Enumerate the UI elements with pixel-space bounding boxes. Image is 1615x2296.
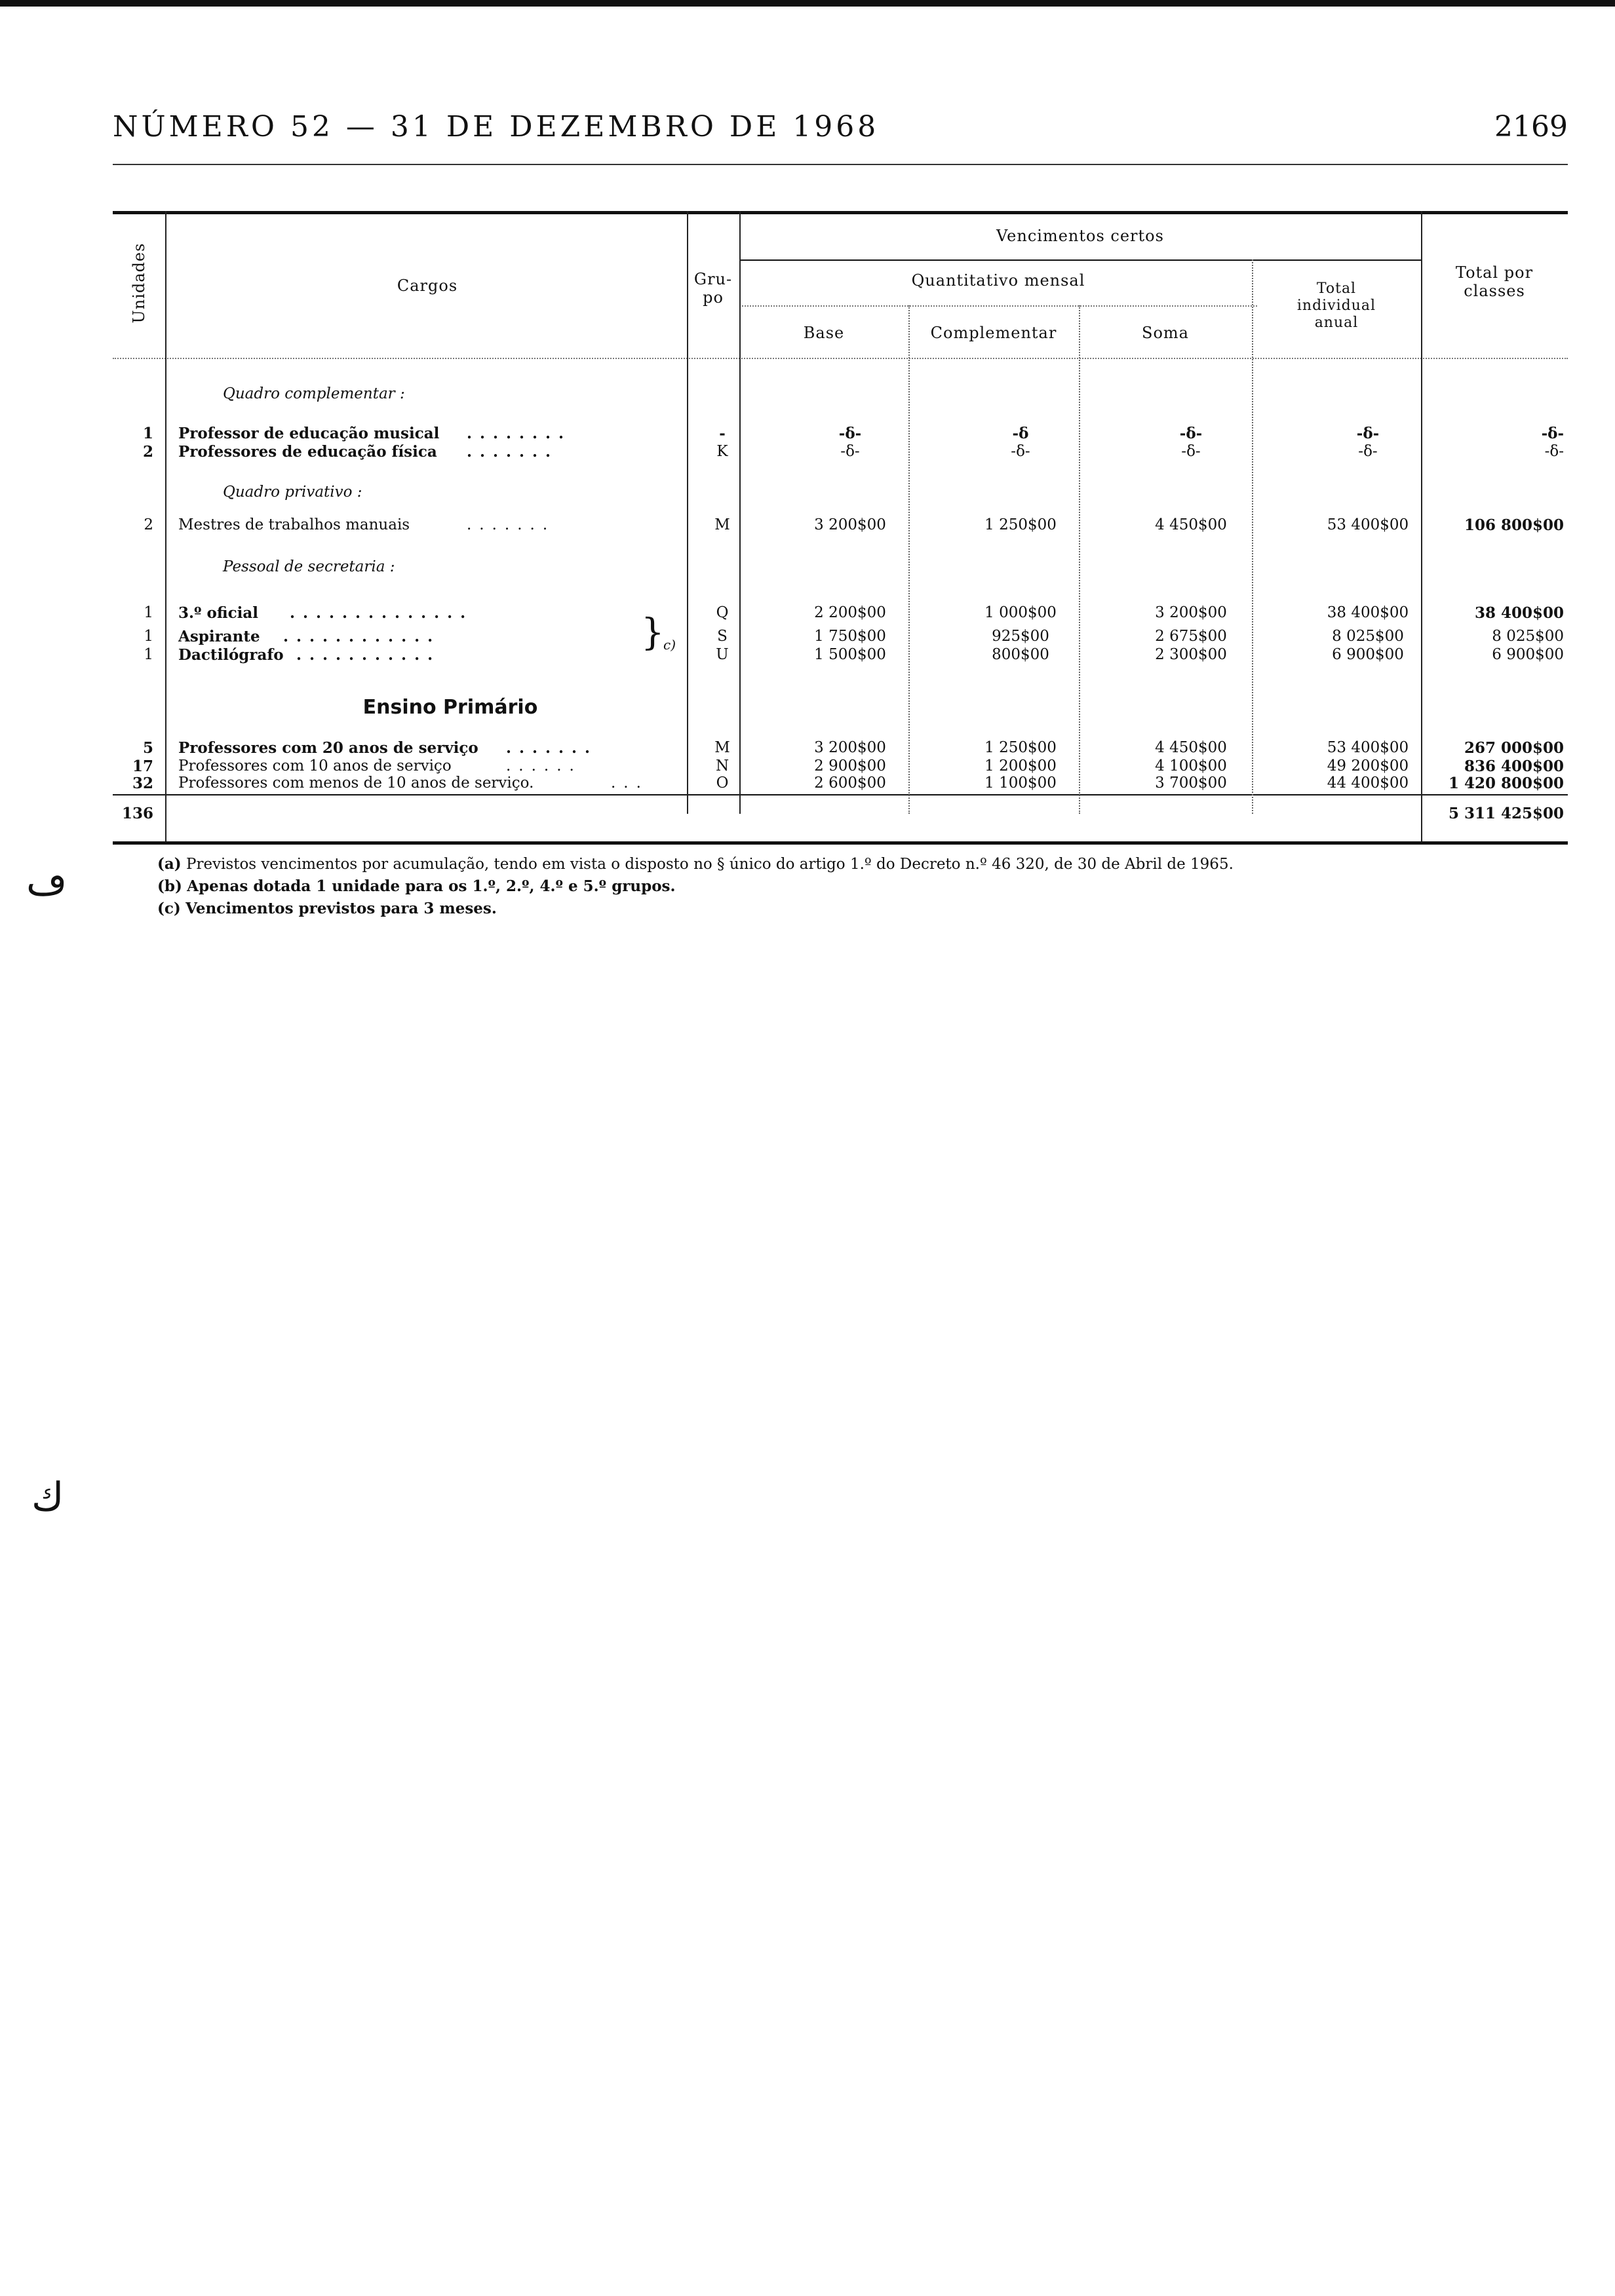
header-rule [113,164,1568,165]
page-header [113,110,1568,149]
table-row: 1 Aspirante ............ S 1 750$00 925$00 2 675$00 8 025$00 8 025$00 [144,628,1564,645]
quantitativo-rule [739,305,1257,307]
header-bottom-rule [113,358,1568,359]
table-bottom-rule [113,841,1568,845]
section-quadro-complementar: Quadro complementar : [223,385,405,402]
total-unidades: 136 [121,805,153,822]
table-row: 1 Professor de educação musical ........ - -δ- -δ -δ- -δ- -δ- [142,425,1564,442]
total-classes: 5 311 425$00 [1448,805,1564,822]
table-row: 32 Professores com menos de 10 anos de serviço. ... O 2 600$00 1 100$00 3 700$00 44 400$00 1 420 800$00 [132,775,1564,792]
header-cargos: Cargos [397,277,458,295]
col-rule-complementar [1079,305,1080,814]
header-total-classes: Total por classes [1455,263,1534,300]
footnote-c: (c) Vencimentos previstos para 3 meses. [157,900,497,917]
section-pessoal-secretaria: Pessoal de secretaria : [223,558,395,575]
header-base: Base [803,324,845,342]
table-row: 17 Professores com 10 anos de serviço ...... N 2 900$00 1 200$00 4 100$00 49 200$00 836 400$00 [132,757,1564,775]
footnote-b: (b) Apenas dotada 1 unidade para os 1.º, 2.º, 4.º e 5.º grupos. [157,877,676,895]
punch-hole-mark: ﻙ [31,1474,64,1520]
col-rule-soma [1252,259,1253,814]
vencimentos-rule [739,259,1421,261]
section-quadro-privativo: Quadro privativo : [223,484,362,501]
page-number: 2169 [1494,110,1568,144]
section-ensino-primario: Ensino Primário [362,696,538,719]
header-complementar: Complementar [930,324,1057,342]
page-title: NÚMERO 52 — 31 DE DEZEMBRO DE 1968 [113,110,880,144]
footnotes [157,853,1403,920]
punch-hole-mark: ڡ [26,858,68,904]
top-border [0,0,1615,7]
header-quantitativo-mensal: Quantitativo mensal [911,271,1085,290]
table-row: 5 Professores com 20 anos de serviço ....... M 3 200$00 1 250$00 4 450$00 53 400$00 267 000$00 [142,739,1564,757]
header-vencimentos-certos: Vencimentos certos [996,227,1164,245]
table-top-rule [113,211,1568,214]
total-row [113,805,1568,823]
table-row: 2 Professores de educação física ....... K -δ- -δ- -δ- -δ- -δ- [142,443,1564,461]
header-grupo: Gru- po [693,270,733,307]
total-separator-rule [113,794,1568,795]
footnote-a: (a) Previstos vencimentos por acumulação, tendo em vista o disposto no § único do artigo 1.º do Decreto n.º 46 320, de 30 de Abril de 1965. [157,855,1234,873]
header-unidades: Unidades [130,242,148,324]
salary-table [113,211,1568,847]
table-row: 1 3.º oficial .............. Q 2 200$00 1 000$00 3 200$00 38 400$00 38 400$00 [144,604,1564,622]
header-soma: Soma [1142,324,1189,342]
brace: } [641,611,665,654]
table-row: 2 Mestres de trabalhos manuais ....... M 3 200$00 1 250$00 4 450$00 53 400$00 106 800$00 [144,516,1564,534]
header-total-individual: Total individual anual [1296,280,1376,331]
col-rule-grupo [739,211,741,814]
brace-note: c) [663,637,676,653]
table-row: 1 Dactilógrafo ........... U 1 500$00 800$00 2 300$00 6 900$00 6 900$00 [144,646,1564,664]
col-rule-base [908,305,910,814]
